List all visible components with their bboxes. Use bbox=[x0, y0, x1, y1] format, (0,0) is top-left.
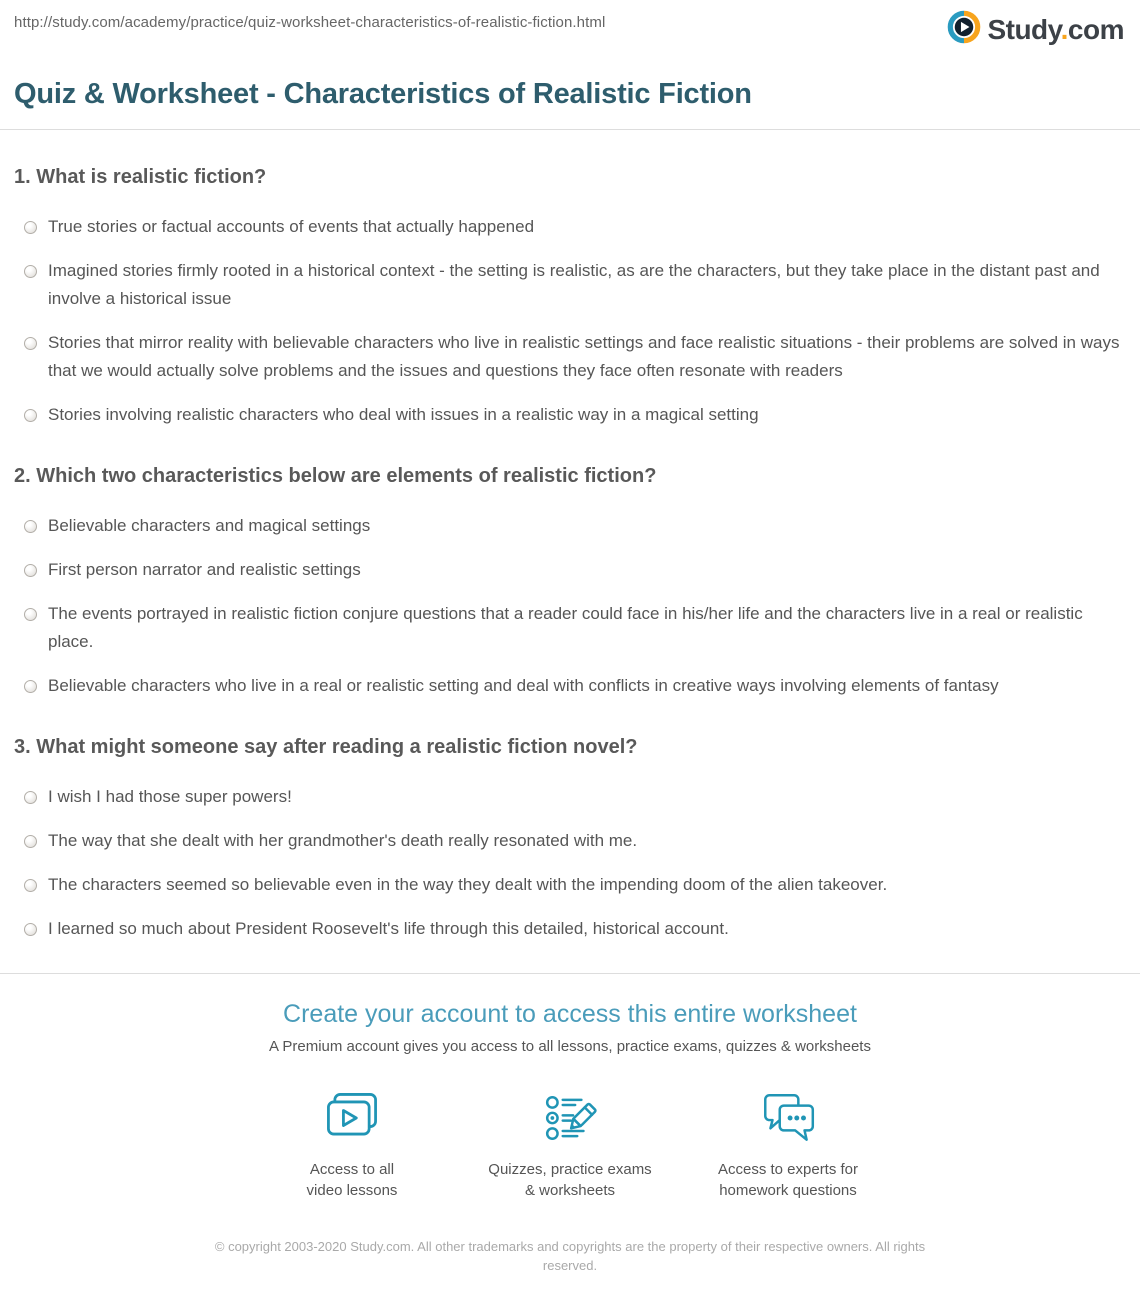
option-label: Stories involving realistic characters who deal with issues in a realistic way in a magical setting bbox=[48, 405, 759, 424]
radio-button[interactable] bbox=[24, 409, 37, 422]
page-title: Quiz & Worksheet - Characteristics of Realistic Fiction bbox=[14, 78, 752, 110]
question-3-option-4[interactable] bbox=[24, 915, 1126, 943]
experts-chat-icon bbox=[679, 1087, 897, 1149]
radio-button[interactable] bbox=[24, 791, 37, 804]
page-url: http://study.com/academy/practice/quiz-worksheet-characteristics-of-realistic-fiction.html bbox=[14, 14, 606, 31]
feature-label: Access to all video lessons bbox=[306, 1161, 398, 1199]
option-label: Imagined stories firmly rooted in a historical context - the setting is realistic, as are the characters, but they take place in the distant past and involve a historical issue bbox=[48, 261, 1100, 308]
question-3 bbox=[14, 736, 1126, 943]
quiz-body bbox=[0, 166, 1140, 943]
question-2-option-2[interactable] bbox=[24, 556, 1126, 584]
video-lessons-icon bbox=[243, 1087, 461, 1149]
option-label: I wish I had those super powers! bbox=[48, 787, 292, 806]
feature-quizzes-worksheets bbox=[461, 1087, 679, 1201]
question-2-option-3[interactable] bbox=[24, 600, 1126, 656]
option-label: First person narrator and realistic settings bbox=[48, 560, 361, 579]
radio-button[interactable] bbox=[24, 879, 37, 892]
radio-button[interactable] bbox=[24, 608, 37, 621]
question-1-option-3[interactable] bbox=[24, 329, 1126, 385]
title-divider bbox=[0, 129, 1140, 130]
option-label: I learned so much about President Roosevelt's life through this detailed, historical account. bbox=[48, 919, 729, 938]
question-2-title: 2. Which two characteristics below are elements of realistic fiction? bbox=[14, 465, 657, 487]
radio-button[interactable] bbox=[24, 923, 37, 936]
question-3-option-2[interactable] bbox=[24, 827, 1126, 855]
question-1-option-4[interactable] bbox=[24, 401, 1126, 429]
feature-label: Access to experts for homework questions bbox=[717, 1161, 859, 1199]
option-label: The way that she dealt with her grandmother's death really resonated with me. bbox=[48, 831, 638, 850]
radio-button[interactable] bbox=[24, 221, 37, 234]
question-3-option-3[interactable] bbox=[24, 871, 1126, 899]
create-account-link[interactable]: Create your account to access this entire worksheet bbox=[283, 1000, 857, 1028]
signup-section bbox=[0, 973, 1140, 1201]
radio-button[interactable] bbox=[24, 520, 37, 533]
option-label: The characters seemed so believable even in the way they dealt with the impending doom of the alien takeover. bbox=[48, 875, 888, 894]
question-2-option-1[interactable] bbox=[24, 512, 1126, 540]
radio-button[interactable] bbox=[24, 680, 37, 693]
question-2-option-4[interactable] bbox=[24, 672, 1126, 700]
studycom-logo[interactable] bbox=[947, 10, 1124, 49]
radio-button[interactable] bbox=[24, 265, 37, 278]
question-1-title: 1. What is realistic fiction? bbox=[14, 166, 267, 188]
studycom-logo-text: Study.com bbox=[987, 13, 1124, 45]
question-1-option-1[interactable] bbox=[24, 213, 1126, 241]
option-label: Believable characters and magical settings bbox=[48, 516, 371, 535]
radio-button[interactable] bbox=[24, 337, 37, 350]
feature-video-lessons bbox=[243, 1087, 461, 1201]
question-2 bbox=[14, 465, 1126, 700]
feature-homework-experts bbox=[679, 1087, 897, 1201]
option-label: The events portrayed in realistic fiction conjure questions that a reader could face in his/her life and the characters live in a real or realistic place. bbox=[48, 604, 1083, 651]
question-1-option-2[interactable] bbox=[24, 257, 1126, 313]
feature-label: Quizzes, practice exams & worksheets bbox=[488, 1161, 652, 1199]
option-label: Believable characters who live in a real or realistic setting and deal with conflicts in creative ways involving elements of fantasy bbox=[48, 676, 999, 695]
question-1 bbox=[14, 166, 1126, 429]
features-row bbox=[0, 1087, 1140, 1201]
studycom-play-icon bbox=[947, 10, 981, 49]
copyright-notice: © copyright 2003-2020 Study.com. All other trademarks and copyrights are the property of their respective owners. All rights reserved. bbox=[214, 1239, 926, 1273]
page-header bbox=[0, 0, 1140, 52]
question-3-option-1[interactable] bbox=[24, 783, 1126, 811]
premium-subtitle: A Premium account gives you access to all lessons, practice exams, quizzes & worksheets bbox=[269, 1038, 871, 1055]
radio-button[interactable] bbox=[24, 564, 37, 577]
option-label: Stories that mirror reality with believable characters who live in realistic settings and face realistic situations - their problems are solved in ways that we would actually solve problems and the issues and questions they face often resonate with readers bbox=[48, 333, 1120, 380]
radio-button[interactable] bbox=[24, 835, 37, 848]
quizzes-worksheets-icon bbox=[461, 1087, 679, 1149]
option-label: True stories or factual accounts of events that actually happened bbox=[48, 217, 535, 236]
question-3-title: 3. What might someone say after reading a realistic fiction novel? bbox=[14, 736, 638, 758]
